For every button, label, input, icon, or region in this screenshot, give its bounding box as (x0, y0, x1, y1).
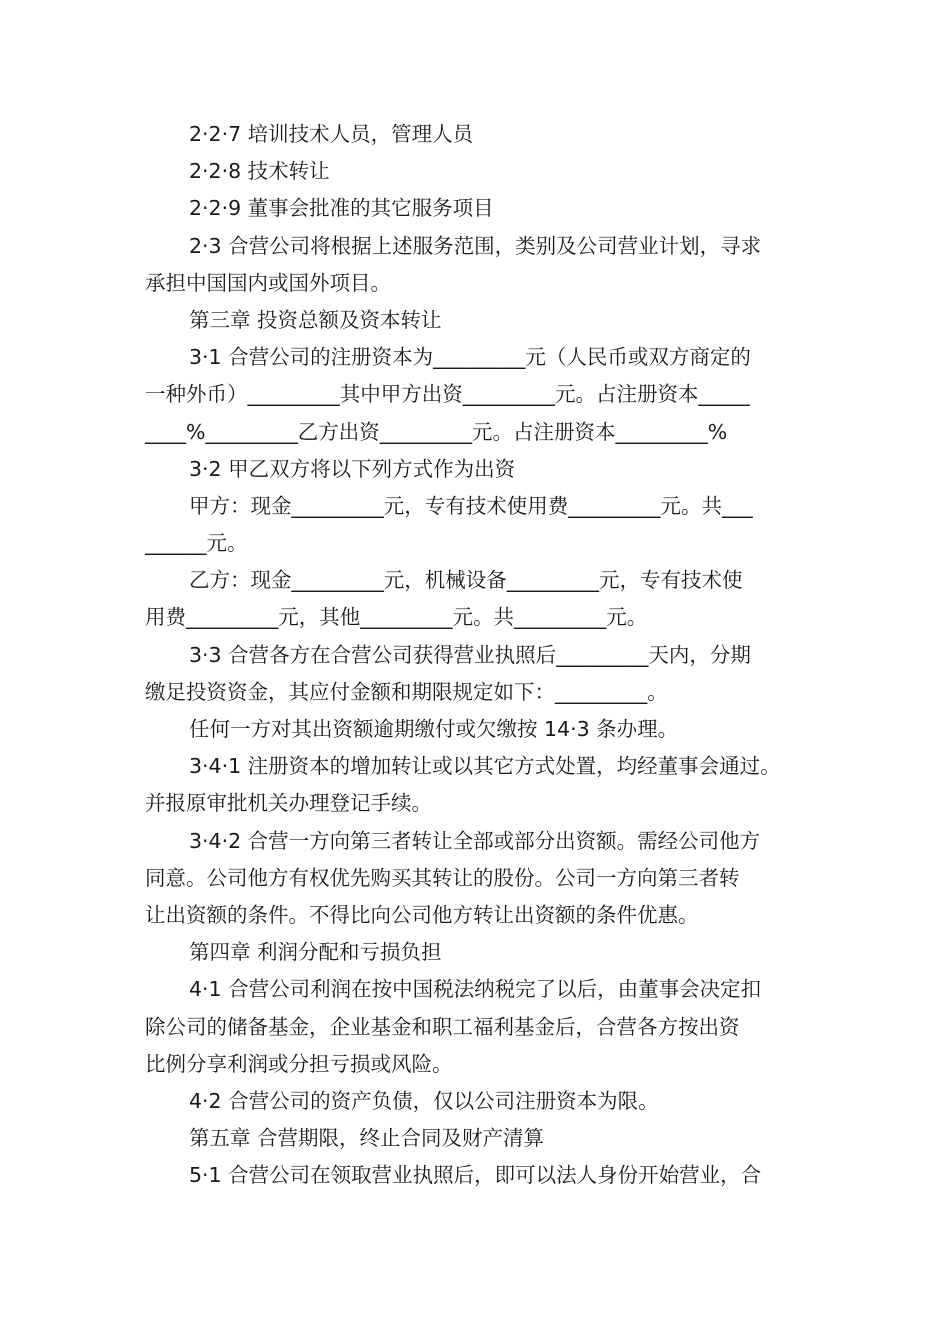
text-line: 2·2·7 培训技术人员，管理人员 (189, 122, 474, 146)
text-line: 3·4·1 注册资本的增加转让或以其它方式处置，均经董事会通过。 (189, 754, 781, 779)
text-line: ____%_________乙方出资_________元。占注册资本_________% (145, 419, 728, 444)
text-line: 让出资额的条件。不得比向公司他方转让出资额的条件优惠。 (145, 902, 699, 927)
text-line: 4·2 合营公司的资产负债，仅以公司注册资本为限。 (189, 1088, 659, 1113)
text-line: 5·1 合营公司在领取营业执照后，即可以法人身份开始营业，合 (189, 1163, 762, 1188)
chapter-heading: 第四章 利润分配和亏损负担 (189, 940, 442, 965)
text-line: 一种外币）_________其中甲方出资_________元。占注册资本_____ (145, 382, 750, 407)
text-line: 3·1 合营公司的注册资本为_________元（人民币或双方商定的 (189, 345, 751, 370)
text-line: 3·4·2 合营一方向第三者转让全部或部分出资额。需经公司他方 (189, 828, 761, 853)
chapter-heading: 第三章 投资总额及资本转让 (189, 307, 442, 332)
text-line: 乙方：现金_________元，机械设备_________元，专有技术使 (189, 568, 743, 593)
text-line: 3·2 甲乙双方将以下列方式作为出资 (189, 456, 516, 481)
text-line: 2·3 合营公司将根据上述服务范围，类别及公司营业计划，寻求 (189, 233, 762, 258)
text-line: 任何一方对其出资额逾期缴付或欠缴按 14·3 条办理。 (189, 717, 679, 741)
text-line: 同意。公司他方有权优先购买其转让的股份。公司一方向第三者转 (145, 865, 740, 890)
text-line: 2·2·9 董事会批准的其它服务项目 (189, 196, 494, 221)
contract-text-body (145, 116, 813, 1194)
text-line: 除公司的储备基金，企业基金和职工福利基金后，合营各方按出资 (145, 1014, 740, 1039)
text-line: 用费_________元，其他_________元。共_________元。 (145, 605, 648, 630)
text-line: 承担中国国内或国外项目。 (145, 270, 391, 295)
text-line: 甲方：现金_________元，专有技术使用费_________元。共___ (189, 493, 753, 518)
text-line: 并报原审批机关办理登记手续。 (145, 791, 432, 816)
text-line: ______元。 (145, 531, 248, 556)
text-line: 缴足投资资金，其应付金额和期限规定如下：_________。 (145, 679, 668, 704)
chapter-heading: 第五章 合营期限，终止合同及财产清算 (189, 1126, 545, 1151)
text-line: 3·3 合营各方在合营公司获得营业执照后_________天内，分期 (189, 642, 751, 667)
text-line: 2·2·8 技术转让 (189, 159, 330, 184)
text-line: 4·1 合营公司利润在按中国税法纳税完了以后，由董事会决定扣 (189, 977, 762, 1002)
text-line: 比例分享利润或分担亏损或风险。 (145, 1051, 453, 1076)
